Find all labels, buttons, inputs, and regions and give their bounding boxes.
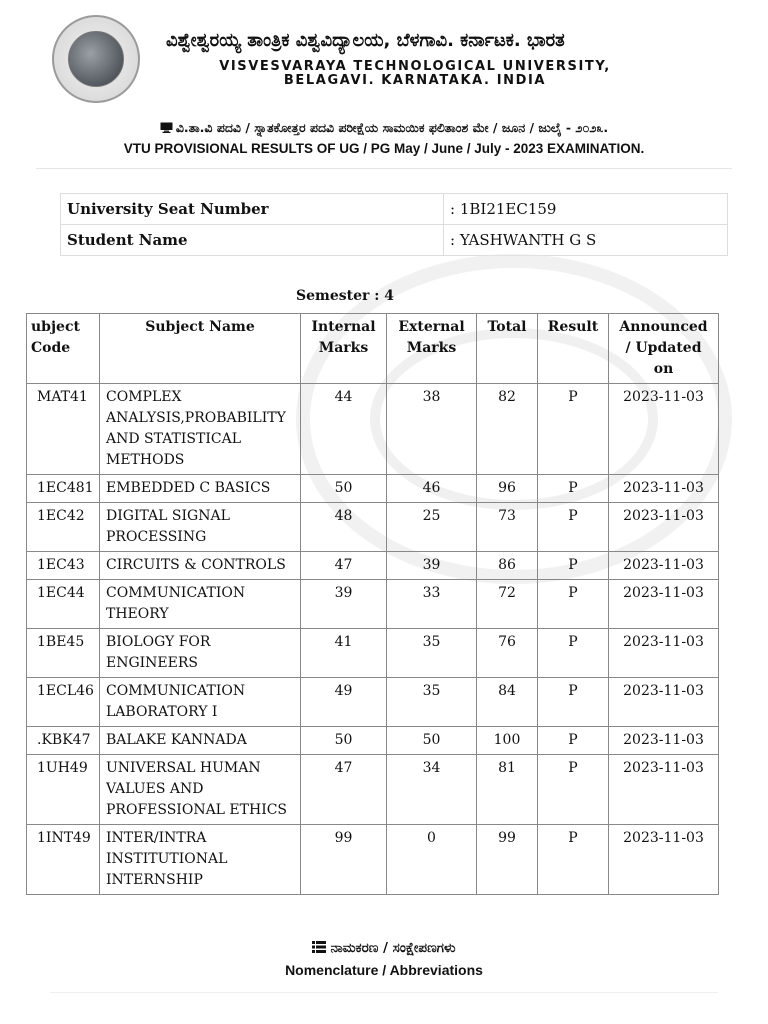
result-cell: P: [538, 825, 609, 895]
total-marks-cell: 96: [477, 475, 538, 503]
subject-name-cell: CIRCUITS & CONTROLS: [100, 552, 301, 580]
announced-date-cell: 2023-11-03: [609, 629, 719, 678]
usn-label: University Seat Number: [61, 194, 444, 225]
table-row: [27, 503, 719, 552]
subject-name-cell: INTER/INTRA INSTITUTIONAL INTERNSHIP: [100, 825, 301, 895]
external-marks-cell: 34: [387, 755, 477, 825]
university-name-line1: VISVESVARAYA TECHNOLOGICAL UNIVERSITY,: [219, 59, 611, 74]
subject-code-cell: 1ECL46: [27, 678, 100, 727]
subject-code-cell: 1EC481: [27, 475, 100, 503]
announced-date-cell: 2023-11-03: [609, 580, 719, 629]
subject-code-header: ubject Code: [27, 314, 100, 384]
internal-marks-cell: 39: [301, 580, 387, 629]
student-name-value: : YASHWANTH G S: [444, 225, 728, 256]
internal-marks-cell: 41: [301, 629, 387, 678]
total-marks-cell: 86: [477, 552, 538, 580]
external-marks-cell: 50: [387, 727, 477, 755]
subject-code-cell: 1EC42: [27, 503, 100, 552]
subject-name-cell: COMMUNICATION THEORY: [100, 580, 301, 629]
total-marks-cell: 82: [477, 384, 538, 475]
announced-date-cell: 2023-11-03: [609, 678, 719, 727]
subject-name-cell: COMMUNICATION LABORATORY I: [100, 678, 301, 727]
student-name-row: [61, 225, 728, 256]
result-cell: P: [538, 629, 609, 678]
table-row: [27, 580, 719, 629]
logo-emblem: [68, 31, 124, 87]
external-marks-cell: 38: [387, 384, 477, 475]
result-cell: P: [538, 755, 609, 825]
announced-header: Announced / Updated on: [609, 314, 719, 384]
result-cell: P: [538, 727, 609, 755]
announced-date-cell: 2023-11-03: [609, 552, 719, 580]
result-cell: P: [538, 384, 609, 475]
internal-marks-cell: 99: [301, 825, 387, 895]
internal-marks-cell: 47: [301, 552, 387, 580]
subject-code-cell: MAT41: [27, 384, 100, 475]
header-divider: [36, 168, 732, 169]
total-marks-cell: 84: [477, 678, 538, 727]
external-marks-cell: 35: [387, 678, 477, 727]
nomenclature-kannada-text: ನಾಮಕರಣ / ಸಂಕ್ಷೇಪಣಗಳು: [330, 940, 456, 956]
result-title-kannada-text: ವಿ.ತಾ.ವಿ ಪದವಿ / ಸ್ನಾತಕೋತ್ತರ ಪದವಿ ಪರೀಕ್ಷೆಯ ಸಾಮಯಿಕ ಫಲಿತಾಂಶ ಮೇ / ಜೂನ / ಜುಲೈ - ೨೦೨೩.: [175, 120, 609, 135]
total-marks-cell: 76: [477, 629, 538, 678]
table-row: [27, 678, 719, 727]
total-marks-cell: 81: [477, 755, 538, 825]
list-icon: [312, 941, 326, 953]
table-row: [27, 475, 719, 503]
semester-title: Semester : 4: [296, 288, 395, 304]
table-row: [27, 629, 719, 678]
subject-name-cell: BIOLOGY FOR ENGINEERS: [100, 629, 301, 678]
university-logo: [52, 15, 140, 103]
announced-date-cell: 2023-11-03: [609, 825, 719, 895]
total-marks-cell: 100: [477, 727, 538, 755]
nomenclature-title-english: Nomenclature / Abbreviations: [285, 962, 483, 978]
subject-code-cell: 1INT49: [27, 825, 100, 895]
subject-code-cell: 1EC43: [27, 552, 100, 580]
subject-name-cell: BALAKE KANNADA: [100, 727, 301, 755]
university-name-english: [155, 60, 675, 88]
subject-name-cell: EMBEDDED C BASICS: [100, 475, 301, 503]
subject-name-cell: UNIVERSAL HUMAN VALUES AND PROFESSIONAL ETHICS: [100, 755, 301, 825]
internal-marks-cell: 47: [301, 755, 387, 825]
marks-table-body: [27, 384, 719, 895]
marks-header-row: [27, 314, 719, 384]
table-row: [27, 384, 719, 475]
footer-divider: [50, 992, 718, 993]
result-cell: P: [538, 678, 609, 727]
university-name-line2: BELAGAVI. KARNATAKA. INDIA: [283, 73, 547, 88]
external-marks-cell: 33: [387, 580, 477, 629]
external-marks-cell: 46: [387, 475, 477, 503]
external-marks-header: External Marks: [387, 314, 477, 384]
announced-date-cell: 2023-11-03: [609, 727, 719, 755]
internal-marks-cell: 44: [301, 384, 387, 475]
result-cell: P: [538, 503, 609, 552]
nomenclature-title-kannada: [0, 940, 768, 956]
table-row: [27, 727, 719, 755]
subject-code-cell: 1EC44: [27, 580, 100, 629]
external-marks-cell: 39: [387, 552, 477, 580]
monitor-icon: [160, 122, 173, 133]
student-info-table: [60, 193, 728, 256]
subject-code-cell: 1BE45: [27, 629, 100, 678]
total-marks-cell: 73: [477, 503, 538, 552]
announced-date-cell: 2023-11-03: [609, 755, 719, 825]
marks-table: [26, 313, 719, 895]
external-marks-cell: 35: [387, 629, 477, 678]
internal-marks-cell: 50: [301, 475, 387, 503]
announced-date-cell: 2023-11-03: [609, 475, 719, 503]
external-marks-cell: 25: [387, 503, 477, 552]
internal-marks-header: Internal Marks: [301, 314, 387, 384]
external-marks-cell: 0: [387, 825, 477, 895]
total-header: Total: [477, 314, 538, 384]
announced-date-cell: 2023-11-03: [609, 384, 719, 475]
internal-marks-cell: 50: [301, 727, 387, 755]
total-marks-cell: 72: [477, 580, 538, 629]
result-header: Result: [538, 314, 609, 384]
subject-name-cell: COMPLEX ANALYSIS,PROBABILITY AND STATISTICAL METHODS: [100, 384, 301, 475]
internal-marks-cell: 49: [301, 678, 387, 727]
result-cell: P: [538, 580, 609, 629]
result-title-kannada: [0, 120, 768, 136]
result-cell: P: [538, 475, 609, 503]
usn-row: [61, 194, 728, 225]
total-marks-cell: 99: [477, 825, 538, 895]
usn-value: : 1BI21EC159: [444, 194, 728, 225]
subject-code-cell: .KBK47: [27, 727, 100, 755]
table-row: [27, 552, 719, 580]
university-name-kannada: ವಿಶ್ವೇಶ್ವರಯ್ಯ ತಾಂತ್ರಿಕ ವಿಶ್ವವಿದ್ಯಾಲಯ, ಬೆಳಗಾವಿ. ಕರ್ನಾಟಕ. ಭಾರತ: [166, 30, 565, 51]
announced-date-cell: 2023-11-03: [609, 503, 719, 552]
subject-code-cell: 1UH49: [27, 755, 100, 825]
table-row: [27, 755, 719, 825]
subject-name-cell: DIGITAL SIGNAL PROCESSING: [100, 503, 301, 552]
internal-marks-cell: 48: [301, 503, 387, 552]
result-cell: P: [538, 552, 609, 580]
result-title-english: VTU PROVISIONAL RESULTS OF UG / PG May / June / July - 2023 EXAMINATION.: [123, 141, 645, 156]
subject-name-header: Subject Name: [100, 314, 301, 384]
page-header: [0, 0, 768, 112]
table-row: [27, 825, 719, 895]
student-name-label: Student Name: [61, 225, 444, 256]
